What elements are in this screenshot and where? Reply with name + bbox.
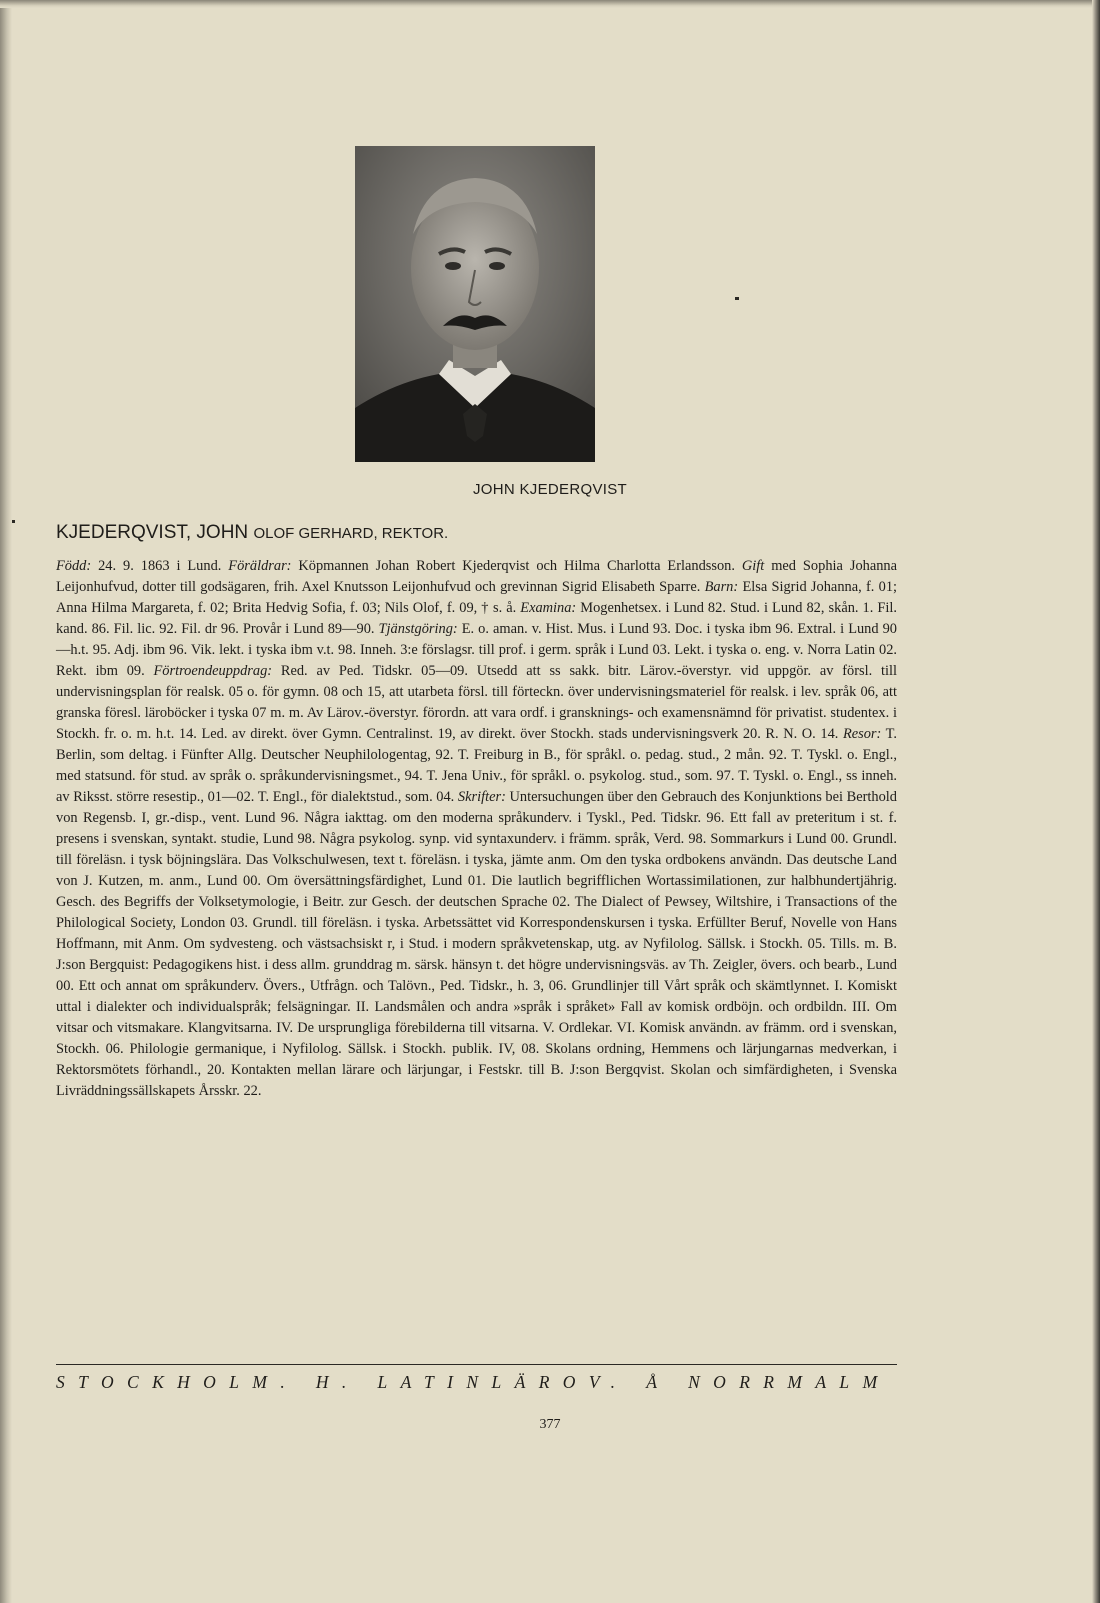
page-right-edge: [1092, 0, 1100, 1603]
page-top-edge: [0, 0, 1100, 8]
footer-school-name: STOCKHOLM. H. LATINLÄROV. Å NORRMALM: [56, 1372, 891, 1392]
text-married: med Sophia Johanna Leijonhufvud, dotter till godsägaren, frih. Axel Knutsson Leijonhufvud och grevinnan Sigrid Elisabeth Sparre.: [56, 558, 897, 595]
label-parents: Föräldrar:: [228, 558, 292, 574]
heading-name: KJEDERQVIST, JOHN: [56, 522, 249, 543]
text-parents: Köpmannen Johan Robert Kjederqvist och Hilma Charlotta Erlandsson.: [291, 558, 742, 574]
label-children: Barn:: [704, 579, 739, 595]
text-service: E. o. aman. v. Hist. Mus. i Lund 93. Doc. i tyska ibm 96. Extral. i Lund 90—h.t. 95. Adj. ibm 96. Vik. lekt. i tyska ibm v.t. 98. Inneh. 3:e förslagsr. till prof. i germ. språk i Lund 03. Lekt. i tyska o. eng. v. Norra Latin 02. Rekt. ibm 09.: [56, 621, 897, 679]
label-born: Född:: [56, 558, 92, 574]
label-writings: Skrifter:: [457, 789, 506, 805]
label-travels: Resor:: [842, 726, 882, 742]
portrait-caption: JOHN KJEDERQVIST: [473, 481, 627, 498]
page-left-edge: [0, 0, 12, 1603]
text-appointments: Red. av Ped. Tidskr. 05—09. Utsedd att ss sakk. bitr. Lärov.-överstyr. vid uppgör. av försl. till undervisningsplan för realsk. 05 o. för gymn. 08 och 15, att utarbeta försl. till förteckn. över undervisningsmateriel för realsk. i lev. språk 06, att granska föresl. läroböcker i tyska 07 m. m. Av Lärov.-överstyr. förordn. att vara ordf. i gransknings- och examensnämnd för privatist. studentex. i Stockh. fr. o. m. h.t. 14. Led. av direkt. över Gymn. Centralinst. 19, av direkt. över Stockh. stads undervisningsverk 20. R. N. O. 14.: [56, 663, 897, 742]
scan-speck: [735, 297, 739, 300]
label-service: Tjänstgöring:: [378, 621, 458, 637]
biography-text: [56, 556, 897, 1102]
page-number: 377: [539, 1417, 561, 1432]
scan-speck: [12, 520, 15, 523]
heading-rest: OLOF GERHARD, REKTOR.: [253, 525, 449, 542]
label-appointments: Förtroendeuppdrag:: [153, 663, 273, 679]
text-writings: Untersuchungen über den Gebrauch des Konjunktions bei Berthold von Regensb. I, gr.-disp., vent. Lund 96. Några iakttag. om den moderna språkunderv. i Tyskl., Ped. Tidskr. 96. Ett fall av preteritum i st. f. presens i svenskan, syntakt. studie, Lund 98. Några psykolog. synp. vid syntaxunderv. i främm. språk, Verd. 98. Sommarkurs i Lund 00. Grundl. till föreläsn. i tysk böjningslära. Das Volkschulwesen, text t. föreläsn. i tyska, jämte anm. Om den tyska ordbokens användn. Das deutsche Land von J. Kutzen, m. anm., Lund 00. Om översättningsfärdighet, Lund 01. Die lautlich begrifflichen Wortassimilationen, zur halbhundertjährig. Gesch. des Begriffs der Volksetymologie, i Beitr. zur Gesch. der deutschen Sprache 02. The Dialect of Pewsey, Wiltshire, i Transactions of the Philological Society, London 03. Grundl. till föreläsn. i tyska. Arbetssättet vid Korrespondenskursen i tyska. Erfüllter Beruf, Novelle von Hans Hoffmann, mit Anm. Om sydvesteng. och västsachsiskt r, i Stud. i modern språkvetenskap, utg. av Nyfilolog. Sällsk. i Stockh. 05. Tills. m. B. J:son Bergquist: Pedagogikens hist. i dess allm. grunddrag m. särsk. hänsyn t. det högre undervisningsväs. av Th. Zeigler, övers. och bearb., Lund 00. Ett och annat om språkunderv. Övers., Utfrågn. och Talövn., Ped. Tidskr., h. 3, 06. Grundlinjer till Vårt språk och skämtlynnet. I. Komiskt uttal i dialekter och individualspråk; felsägningar. II. Landsmålen och andra »språk i språket» Fall av komisk ordböjn. och ordbildn. III. Om vitsar och vitsmakare. Klangvitsarna. IV. De ursprungliga förebilderna till vitsarna. V. Ordlekar. VI. Komisk användn. av främm. ord i svenskan, Stockh. 06. Philologie germanique, i Nyfilolog. Sällsk. i Stockh. publik. IV, 08. Skolans ordning, Hemmens och lärjungarnas medverkan, i Rektorsmötets förhandl., 20. Kontakten mellan lärare och lärjungar, i Festskr. till B. J:son Bergqvist. Skolan och simfärdigheten, i Svenska Livräddningssällskapets Årsskr. 22.: [56, 789, 897, 1099]
label-exams: Examina:: [520, 600, 577, 616]
text-exams: Mogenhetsex. i Lund 82. Stud. i Lund 82, skån. 1. Fil. kand. 86. Fil. lic. 92. Fil. dr 96. Provår i Lund 89—90.: [56, 600, 897, 637]
text-children: Elsa Sigrid Johanna, f. 01; Anna Hilma Margareta, f. 02; Brita Hedvig Sofia, f. 03; Nils Olof, f. 09, † s. å.: [56, 579, 898, 616]
biography-heading: [56, 522, 448, 544]
footer-rule: [56, 1364, 897, 1365]
text-born: 24. 9. 1863 i Lund.: [91, 558, 229, 574]
text-travels: T. Berlin, som deltag. i Fünfter Allg. Deutscher Neuphilologentag, 92. T. Freiburg in B., för språkl. o. pedag. stud., 2 mån. 92. T. Tyskl. o. Engl., med statsund. för stud. av språk o. språkundervisningsmet., 94. T. Jena Univ., för språkl. o. psykolog. stud., som. 97. T. Tyskl. o. Engl., ss inneh. av Riksst. större resestip., 01—02. T. Engl., för dialektstud., som. 04.: [56, 726, 897, 805]
portrait-photo: [355, 146, 595, 462]
label-married: Gift: [741, 558, 765, 574]
